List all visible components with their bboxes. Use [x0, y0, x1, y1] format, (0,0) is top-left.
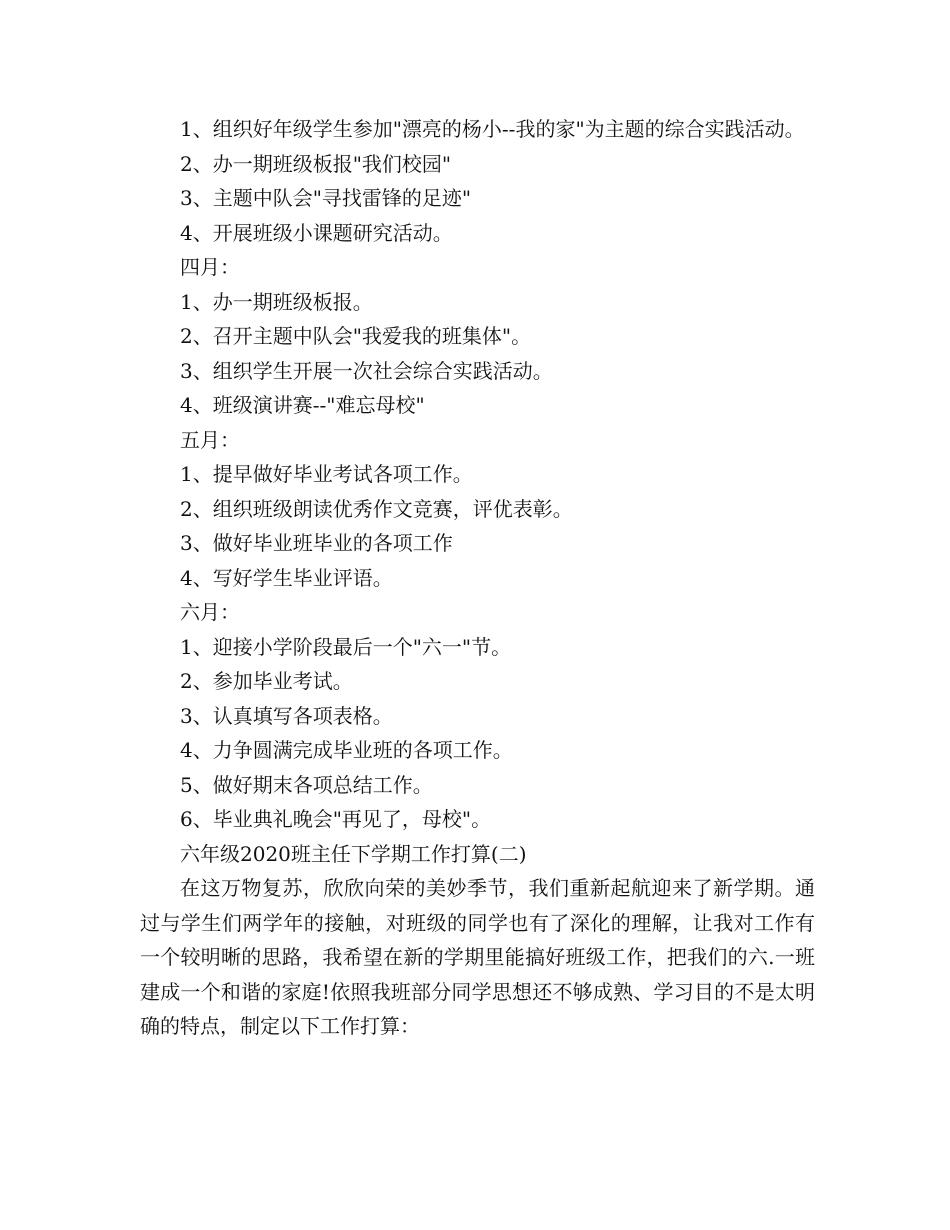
activity-item: 1、提早做好毕业考试各项工作。: [180, 462, 473, 486]
activity-item: 4、开展班级小课题研究活动。: [180, 220, 453, 245]
activity-item: 2、组织班级朗读优秀作文竞赛，评优表彰。: [180, 496, 573, 521]
activity-item: 4、写好学生毕业评语。: [180, 565, 393, 590]
activity-item: 2、召开主题中队会"我爱我的班集体"。: [180, 324, 532, 348]
activity-item: 2、参加毕业考试。: [180, 669, 353, 693]
activity-item: 2、办一期班级板报"我们校园": [180, 151, 452, 176]
activity-item: 3、认真填写各项表格。: [180, 703, 393, 728]
activity-item: 1、迎接小学阶段最后一个"六一"节。: [180, 634, 512, 659]
activity-item: 5、做好期末各项总结工作。: [180, 772, 433, 797]
activity-item: 3、组织学生开展一次社会综合实践活动。: [180, 358, 553, 383]
month-heading: 四月：: [180, 255, 240, 279]
activity-item: 6、毕业典礼晚会"再见了，母校"。: [180, 807, 492, 831]
document-page: [140, 112, 815, 1044]
intro-paragraph: 在这万物复苏，欣欣向荣的美妙季节，我们重新起航迎来了新学期。通过与学生们两学年的接触，对班级的同学也有了深化的理解，让我对工作有一个较明晰的思路，我希望在新的学期里能搞好班级工作，把我们的六.一班建成一个和谐的家庭!依照我班部分同学思想还不够成熟、学习目的不是太明确的特点，制定以下工作打算：: [140, 876, 815, 1038]
activity-item: 1、组织好年级学生参加"漂亮的杨小--我的家"为主题的综合实践活动。: [180, 117, 805, 141]
activity-item: 4、力争圆满完成毕业班的各项工作。: [180, 738, 513, 762]
section-title: 六年级2020班主任下学期工作打算(二): [180, 841, 527, 866]
month-heading: 六月：: [180, 600, 240, 624]
activity-item: 4、班级演讲赛--"难忘母校": [180, 393, 425, 417]
activity-item: 3、主题中队会"寻找雷锋的足迹": [180, 186, 472, 210]
activity-item: 3、做好毕业班毕业的各项工作: [180, 531, 453, 555]
activity-item: 1、办一期班级板报。: [180, 289, 373, 314]
month-heading: 五月：: [180, 427, 240, 452]
